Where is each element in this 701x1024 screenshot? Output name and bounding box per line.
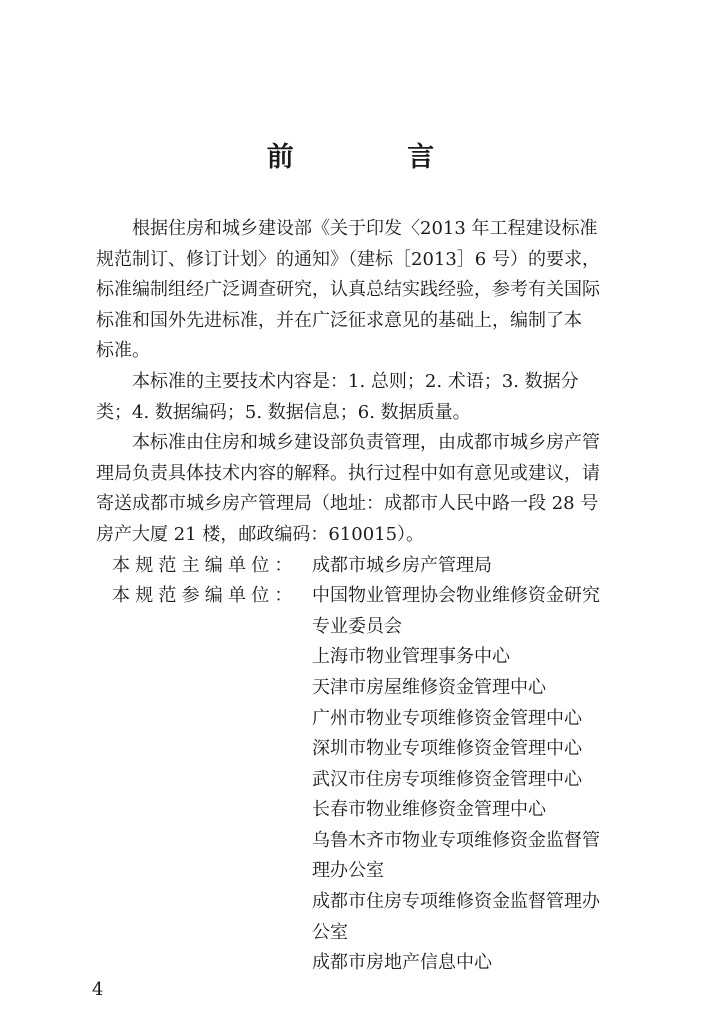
unit-name: 成都市房地产信息中心 bbox=[312, 952, 492, 974]
paragraph-management bbox=[96, 428, 636, 550]
text-line: 根据住房和城乡建设部《关于印发〈2013 年工程建设标准 bbox=[132, 218, 598, 239]
unit-name: 专业委员会 bbox=[312, 615, 402, 637]
text-line: 房产大厦 21 楼，邮政编码：610015）。 bbox=[96, 523, 425, 545]
text-line: 规范制订、修订计划〉的通知》（建标［2013］6 号）的要求， bbox=[96, 248, 600, 270]
unit-name: 上海市物业管理事务中心 bbox=[312, 646, 510, 668]
text-line: 标准和国外先进标准，并在广泛征求意见的基础上，编制了本 bbox=[96, 309, 582, 331]
text-line: 标准。 bbox=[96, 340, 150, 362]
unit-name: 深圳市物业专项维修资金管理中心 bbox=[312, 738, 582, 760]
chief-unit-label: 本规范主编单位： bbox=[112, 554, 298, 576]
unit-name: 乌鲁木齐市物业专项维修资金监督管 bbox=[312, 829, 600, 851]
unit-name: 武汉市住房专项维修资金管理中心 bbox=[312, 768, 582, 790]
participating-units-label: 本规范参编单位： bbox=[112, 585, 298, 607]
page-title: 前 言 bbox=[266, 142, 487, 173]
chief-unit-section bbox=[96, 551, 636, 582]
unit-name: 理办公室 bbox=[312, 860, 384, 882]
unit-name: 成都市住房专项维修资金监督管理办 bbox=[312, 891, 600, 913]
paragraph-contents bbox=[96, 367, 636, 428]
unit-name: 公室 bbox=[312, 921, 348, 943]
text-line: 类；4. 数据编码；5. 数据信息；6. 数据质量。 bbox=[96, 401, 471, 423]
unit-name: 长春市物业维修资金管理中心 bbox=[312, 799, 546, 821]
paragraph-basis bbox=[96, 214, 636, 367]
participating-units-section bbox=[96, 581, 636, 979]
chief-unit-name: 成都市城乡房产管理局 bbox=[312, 554, 492, 576]
page-number: 4 bbox=[92, 979, 104, 1000]
unit-name: 天津市房屋维修资金管理中心 bbox=[312, 676, 546, 698]
foreword-body bbox=[96, 214, 636, 979]
text-line: 本标准的主要技术内容是：1. 总则；2. 术语；3. 数据分 bbox=[132, 370, 579, 392]
text-line: 理局负责具体技术内容的解释。执行过程中如有意见或建议，请 bbox=[96, 462, 600, 484]
unit-name: 中国物业管理协会物业维修资金研究 bbox=[312, 585, 600, 607]
text-line: 寄送成都市城乡房产管理局（地址：成都市人民中路一段 28 号 bbox=[96, 493, 599, 515]
unit-name: 广州市物业专项维修资金管理中心 bbox=[312, 707, 582, 729]
text-line: 本标准由住房和城乡建设部负责管理，由成都市城乡房产管 bbox=[132, 432, 600, 454]
text-line: 标准编制组经广泛调查研究，认真总结实践经验，参考有关国际 bbox=[96, 279, 600, 301]
